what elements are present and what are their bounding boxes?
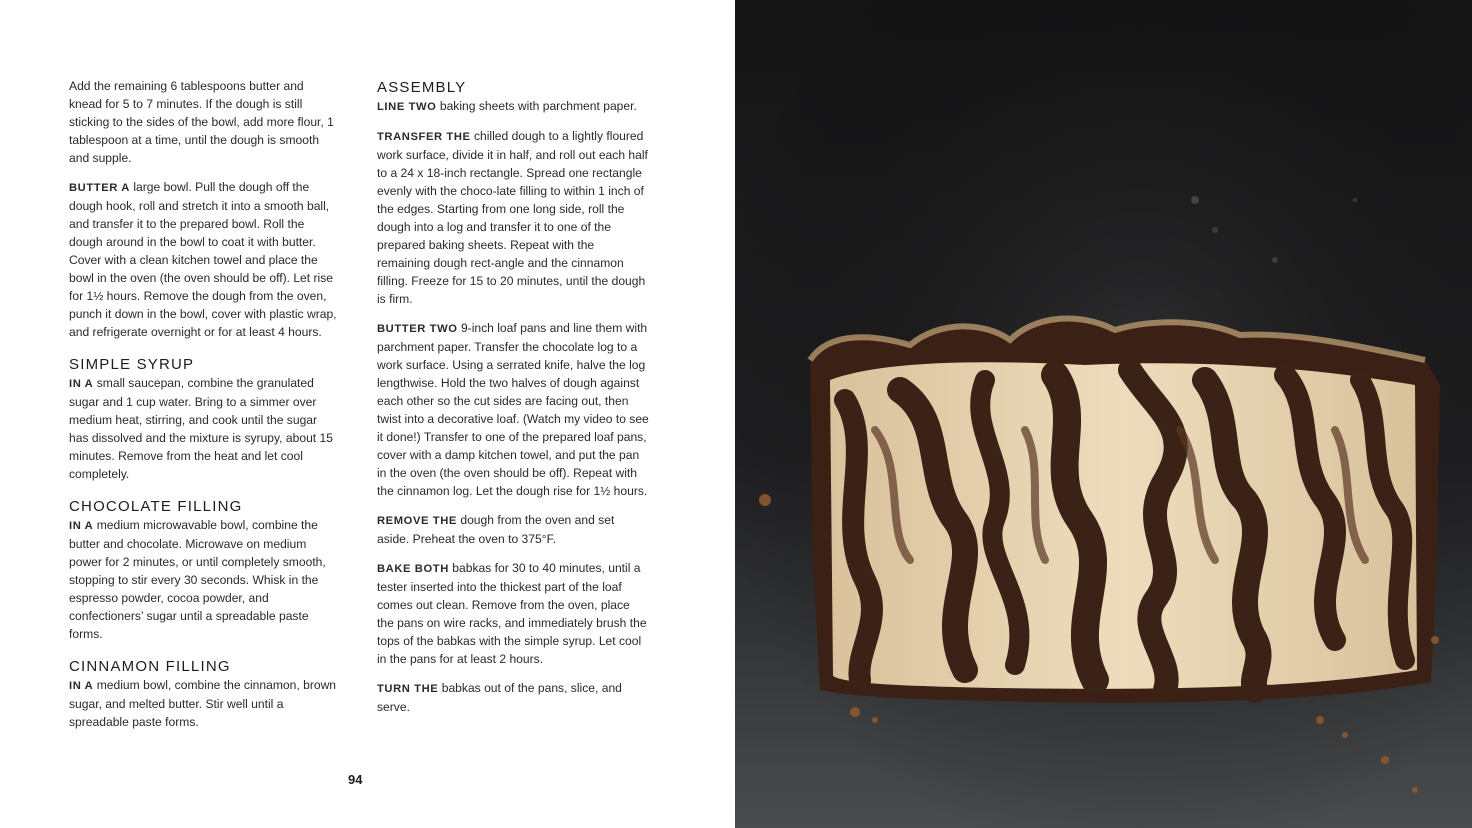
step-text: large bowl. Pull the dough off the dough hook, roll and stretch it into a smooth ball, and transfer it to the prepared bowl. Roll the dough around in the bowl to coat it with butter. Cover with a clean kitchen towel and place the bowl in the oven (the oven should be off). Let rise for 1½ hours. Remove the dough from the oven, punch it down in the bowl, cover with plastic wrap, and refrigerate overnight or for at least 4 hours. — [69, 180, 337, 339]
step-text: dough from the oven and set aside. Preheat the oven to 375°F. — [377, 513, 615, 546]
assembly-step — [377, 127, 649, 308]
section-heading-simple-syrup: SIMPLE SYRUP — [69, 356, 195, 373]
section-heading-assembly: ASSEMBLY — [377, 79, 467, 96]
assembly-step — [377, 679, 649, 716]
butter-bowl-paragraph — [69, 178, 337, 341]
page-number: 94 — [348, 772, 363, 787]
babka-illustration — [735, 0, 1472, 828]
step-text: small saucepan, combine the granulated sugar and 1 cup water. Bring to a simmer over medium heat, stirring, and cook until the sugar has dissolved and the mixture is syrupy, about 15 minutes. Remove from the heat and let cool completely. — [69, 376, 333, 481]
step-lead: IN A — [69, 520, 94, 532]
simple-syrup-paragraph — [69, 374, 337, 483]
assembly-step — [377, 511, 649, 548]
step-text: chilled dough to a lightly floured work surface, divide it in half, and roll out each half to a 24 x 18-inch rectangle. Spread one rectangle evenly with the choco-late filling to within 1 inch of the edges. Starting from one long side, roll the dough into a log and transfer it to one of the prepared baking sheets. Repeat with the remaining dough rect-angle and the cinnamon filling. Freeze for 15 to 20 minutes, until the dough is firm. — [377, 129, 648, 306]
right-column — [377, 77, 649, 727]
step-text: 9-inch loaf pans and line them with parchment paper. Transfer the chocolate log to a work surface. Using a serrated knife, halve the log lengthwise. Hold the two halves of dough against each other so the cut sides are facing out, then twist into a decorative loaf. (Watch my video to see it done!) Transfer to one of the prepared loaf pans, cover with a damp kitchen towel, and put the pan in the oven (the oven should be off). Repeat with the cinnamon log. Let the dough rise for 1½ hours. — [377, 321, 649, 498]
assembly-step — [377, 97, 649, 116]
step-lead: BUTTER TWO — [377, 323, 458, 335]
chocolate-filling-paragraph — [69, 516, 337, 643]
step-text: babkas for 30 to 40 minutes, until a tester inserted into the thickest part of the loaf comes out clean. Remove from the oven, place the pans on wire racks, and immediately brush the tops of the babkas with the simple syrup. Let cool in the pans for at least 2 hours. — [377, 561, 647, 666]
left-column — [69, 77, 337, 742]
assembly-step — [377, 319, 649, 500]
intro-paragraph: Add the remaining 6 tablespoons butter and knead for 5 to 7 minutes. If the dough is still sticking to the sides of the bowl, add more flour, 1 tablespoon at a time, until the dough is smooth and supple. — [69, 79, 334, 165]
step-text: baking sheets with parchment paper. — [436, 99, 637, 113]
step-text: medium bowl, combine the cinnamon, brown sugar, and melted butter. Stir well until a spreadable paste forms. — [69, 678, 337, 729]
step-lead: BUTTER A — [69, 182, 130, 194]
assembly-step — [377, 559, 649, 668]
step-text: medium microwavable bowl, combine the butter and chocolate. Microwave on medium power for 2 minutes, or until completely smooth, stopping to stir every 30 seconds. Whisk in the espresso powder, cocoa powder, and confectioners’ sugar until a spreadable paste forms. — [69, 518, 326, 641]
step-lead: IN A — [69, 680, 94, 692]
step-lead: LINE TWO — [377, 101, 437, 113]
step-lead: BAKE BOTH — [377, 563, 449, 575]
section-heading-cinnamon-filling: CINNAMON FILLING — [69, 658, 231, 675]
section-heading-chocolate-filling: CHOCOLATE FILLING — [69, 498, 243, 515]
recipe-page — [0, 0, 735, 828]
step-text: babkas out of the pans, slice, and serve. — [377, 681, 622, 714]
step-lead: IN A — [69, 378, 94, 390]
step-lead: TRANSFER THE — [377, 131, 471, 143]
babka-photo — [735, 0, 1472, 828]
step-lead: REMOVE THE — [377, 515, 457, 527]
step-lead: TURN THE — [377, 683, 439, 695]
cinnamon-filling-paragraph — [69, 676, 337, 731]
